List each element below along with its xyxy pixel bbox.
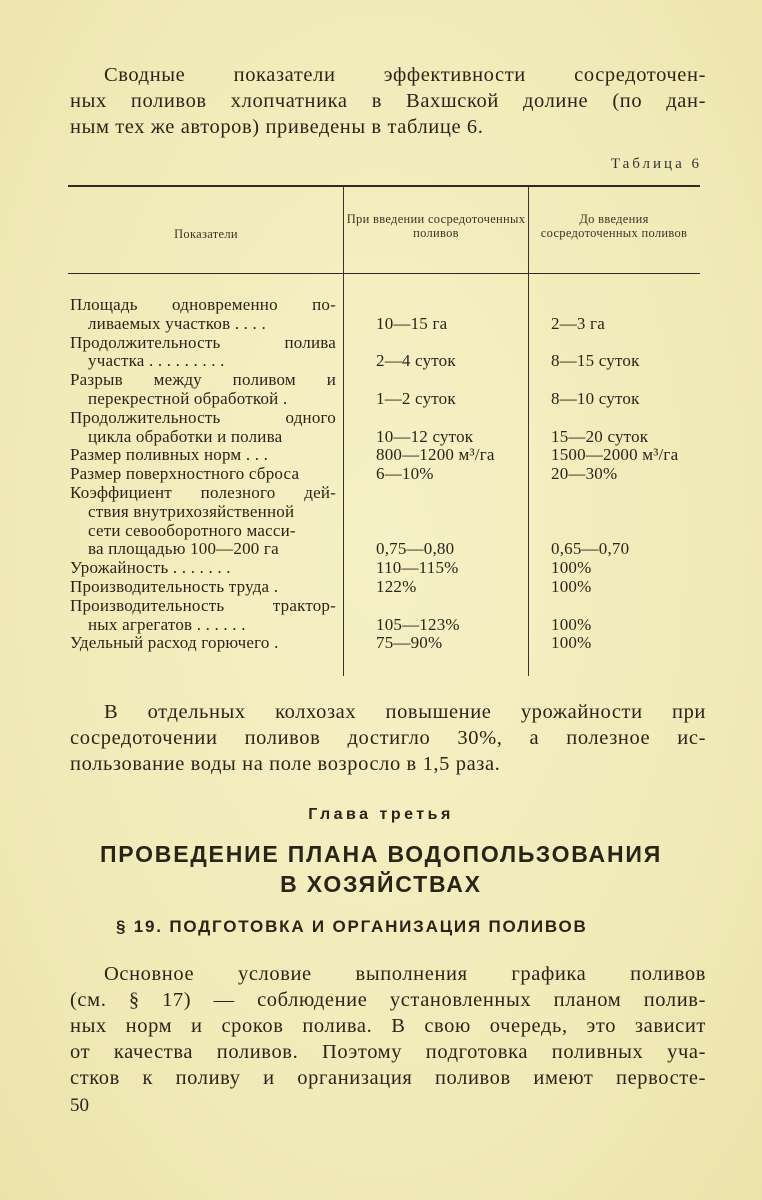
- value-before: 1500—2000 м³/га: [551, 445, 679, 465]
- value-before: 100%: [551, 558, 592, 578]
- value-with: 105—123%: [376, 614, 460, 634]
- value-with: 122%: [376, 576, 417, 596]
- row-label-line: Разрыв между поливом и: [70, 370, 336, 390]
- text-line: В отдельных колхозах повышение урожайности при: [104, 701, 706, 723]
- row-label: [70, 578, 336, 597]
- text-line: пользование воды на поле возросло в 1,5 раза.: [70, 753, 501, 775]
- row-label-line: Размер поверхностного сброса: [70, 464, 300, 484]
- row-label-line: Удельный расход горючего .: [70, 633, 279, 653]
- table-row: [70, 334, 710, 372]
- chapter-title: [0, 839, 762, 899]
- row-label-line: Производительность труда .: [70, 576, 279, 596]
- intro-paragraph: [70, 62, 706, 140]
- value-with: 10—15 га: [376, 313, 448, 333]
- value-with: 75—90%: [376, 633, 443, 653]
- text-line: ных норм и сроков полива. В свою очередь, это зависит: [70, 1015, 706, 1037]
- row-label-line: Продолжительность полива: [70, 332, 336, 352]
- row-label-line: Урожайность . . . . . . .: [70, 558, 231, 578]
- value-before: 100%: [551, 633, 592, 653]
- table-row: [70, 296, 710, 334]
- value-with: 110—115%: [376, 558, 459, 578]
- row-label: [70, 484, 336, 559]
- table-header-rule: [68, 273, 700, 274]
- value-before: 15—20 суток: [551, 426, 649, 446]
- row-label-line: Размер поливных норм . . .: [70, 445, 269, 465]
- table-body: [70, 296, 710, 653]
- row-label-line: перекрестной обработкой .: [88, 388, 288, 408]
- row-label-line: сети севооборотного масси-: [88, 520, 296, 540]
- table-row: [70, 446, 710, 465]
- row-label-line: Продолжительность одного: [70, 407, 336, 427]
- row-label-line: цикла обработки и полива: [88, 426, 283, 446]
- value-before: 100%: [551, 614, 592, 634]
- row-label-line: участка . . . . . . . . .: [88, 351, 225, 371]
- table-top-rule: [68, 185, 700, 187]
- table-caption: Таблица 6: [610, 156, 702, 172]
- text-line: сосредоточении поливов достигло 30%, а полезное ис-: [70, 727, 706, 749]
- table-row: [70, 559, 710, 578]
- column-header-with: При введении сосредоточенных поливов: [346, 212, 526, 240]
- row-label: [70, 334, 336, 372]
- table-row: [70, 578, 710, 597]
- row-label: [70, 634, 336, 653]
- table-row: [70, 371, 710, 409]
- row-label-line: Площадь одновременно по-: [70, 295, 336, 314]
- value-before: 0,65—0,70: [551, 539, 630, 559]
- table-row: [70, 465, 710, 484]
- chapter-label: Глава третья: [308, 806, 454, 823]
- text-line: стков к поливу и организация поливов имеют первосте-: [70, 1067, 706, 1089]
- value-before: 20—30%: [551, 464, 618, 484]
- row-label-line: ливаемых участков . . . .: [88, 313, 266, 333]
- result-paragraph: [70, 699, 706, 777]
- value-with: 1—2 суток: [376, 388, 456, 408]
- value-with: 10—12 суток: [376, 426, 474, 446]
- text-line: ных поливов хлопчатника в Вахшской долине (по дан-: [70, 90, 706, 112]
- value-before: 100%: [551, 576, 592, 596]
- value-with: 2—4 суток: [376, 351, 456, 371]
- row-label-line: ных агрегатов . . . . . .: [88, 614, 246, 634]
- row-label: [70, 559, 336, 578]
- value-with: 6—10%: [376, 464, 434, 484]
- row-label-line: Производительность трактор-: [70, 595, 336, 615]
- row-label: [70, 371, 336, 409]
- row-label-line: Коэффициент полезного дей-: [70, 482, 336, 502]
- row-label-line: ствия внутрихозяйственной: [88, 501, 295, 521]
- page-number: 50: [70, 1095, 89, 1116]
- table-row: [70, 409, 710, 447]
- value-before: 8—10 суток: [551, 388, 640, 408]
- section-paragraph: [70, 961, 706, 1091]
- value-before: 2—3 га: [551, 313, 605, 333]
- text-line: от качества поливов. Поэтому подготовка поливных уча-: [70, 1041, 706, 1063]
- value-with: 800—1200 м³/га: [376, 445, 495, 465]
- text-line: Основное условие выполнения графика поливов: [104, 963, 706, 985]
- chapter-title-line: ПРОВЕДЕНИЕ ПЛАНА ВОДОПОЛЬЗОВАНИЯ: [99, 841, 663, 867]
- text-line: (см. § 17) — соблюдение установленных планом полив-: [70, 989, 706, 1011]
- column-header-before: До введения сосредоточенных поливов: [540, 212, 688, 240]
- row-label: [70, 446, 336, 465]
- row-label: [70, 465, 336, 484]
- row-label: [70, 296, 336, 334]
- column-header-indicator: Показатели: [174, 227, 238, 241]
- chapter-title-line: В ХОЗЯЙСТВАХ: [280, 871, 482, 897]
- text-line: Сводные показатели эффективности сосредоточен-: [104, 64, 706, 86]
- table-row: [70, 634, 710, 653]
- row-label: [70, 597, 336, 635]
- text-line: ным тех же авторов) приведены в таблице 6.: [70, 116, 484, 138]
- section-title: § 19. ПОДГОТОВКА И ОРГАНИЗАЦИЯ ПОЛИВОВ: [116, 917, 588, 936]
- table-row: [70, 597, 710, 635]
- row-label: [70, 409, 336, 447]
- value-before: 8—15 суток: [551, 351, 640, 371]
- row-label-line: ва площадью 100—200 га: [88, 539, 279, 559]
- value-with: 0,75—0,80: [376, 539, 455, 559]
- table-row: [70, 484, 710, 559]
